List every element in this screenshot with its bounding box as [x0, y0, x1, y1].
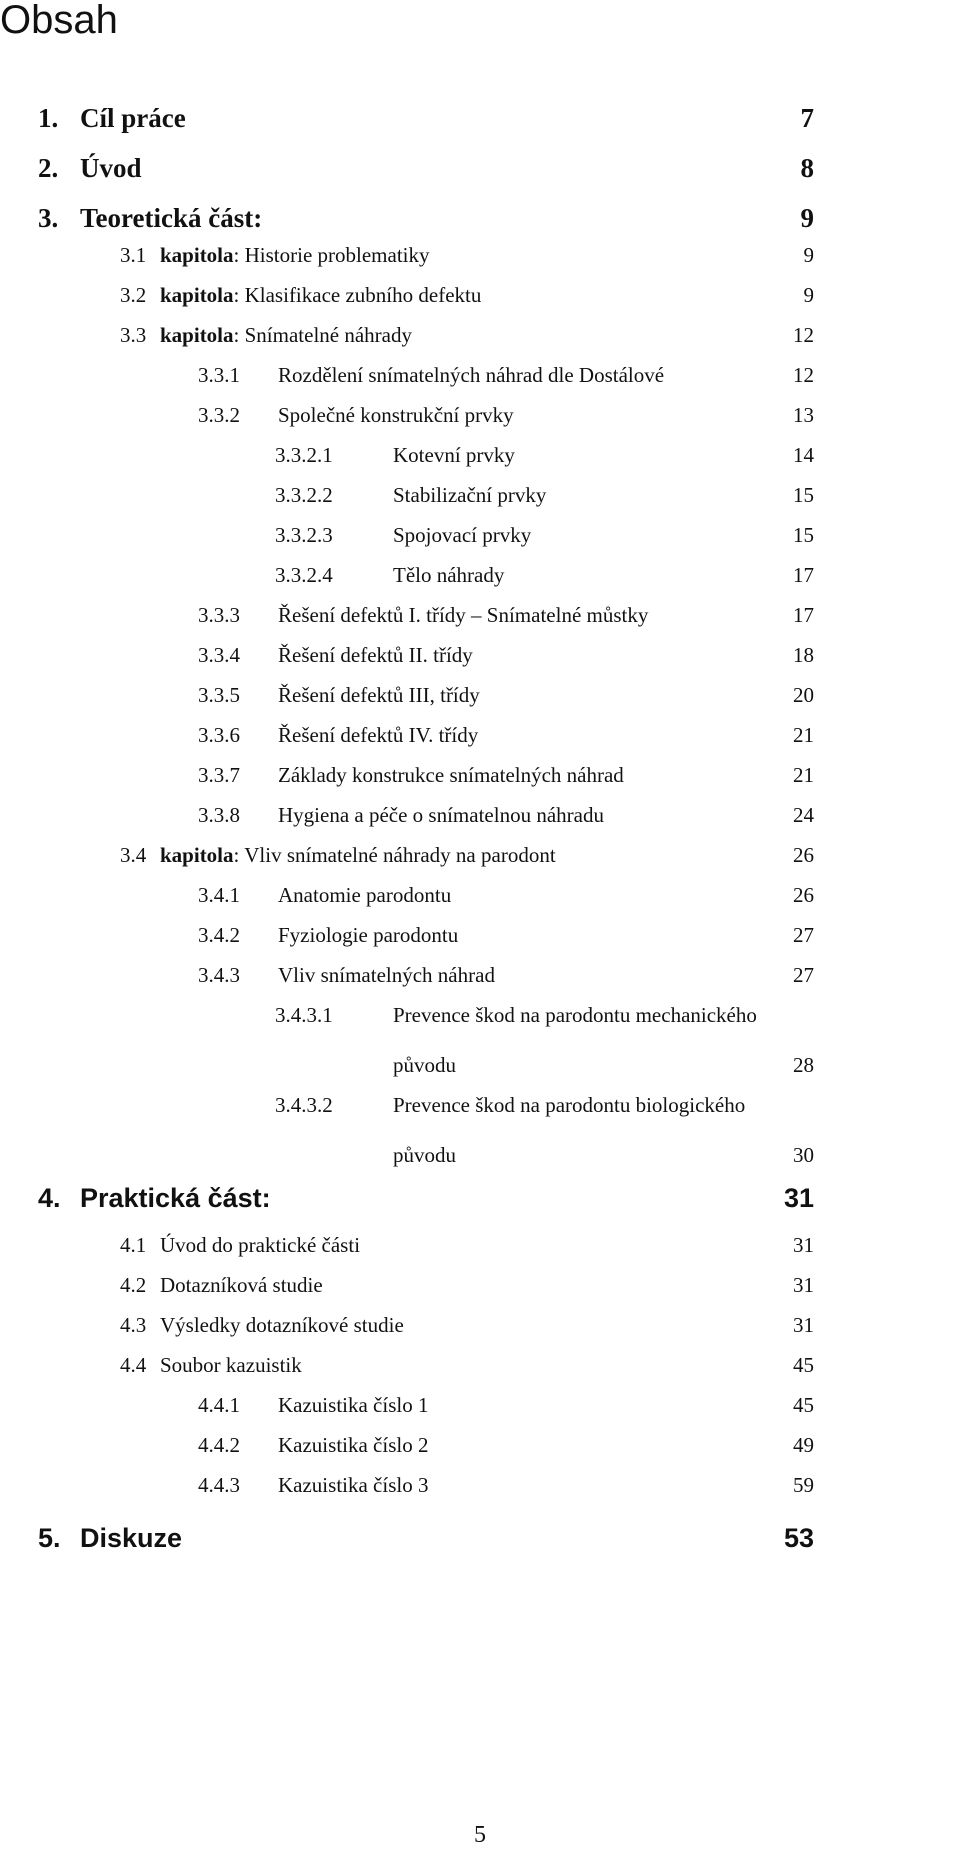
toc-entry-page: 30: [793, 1143, 814, 1167]
page-number: 5: [474, 1822, 486, 1848]
toc-entry-page: 28: [793, 1053, 814, 1077]
toc-entry-page: 13: [793, 403, 814, 427]
toc-entry-title: Úvod: [80, 153, 142, 183]
toc-entry-number: 3.3: [120, 323, 147, 347]
toc-entry-page: 45: [793, 1353, 814, 1377]
toc-entry-title: Tělo náhrady: [393, 563, 505, 587]
toc-entry-title: [160, 243, 430, 268]
toc-entry-number: 5.: [38, 1523, 61, 1553]
toc-entry-title-text: : Snímatelné náhrady: [233, 323, 412, 347]
toc-entry-number: 3.4.3: [198, 963, 240, 987]
toc-entry-number: 3.3.8: [198, 803, 240, 827]
toc-entry-title: Soubor kazuistik: [160, 1353, 302, 1377]
toc-entry-number: 4.4: [120, 1353, 147, 1377]
toc-entry-number: 3.3.2.1: [275, 443, 333, 467]
toc-entry-title-text: : Historie problematiky: [233, 243, 430, 267]
toc-entry-title: Vliv snímatelných náhrad: [278, 963, 495, 987]
toc-entry-number: 3.3.3: [198, 603, 240, 627]
toc-entry-title: [160, 843, 556, 868]
toc-entry-page: 31: [783, 1183, 814, 1213]
toc-entry-title: Řešení defektů II. třídy: [278, 643, 473, 667]
toc-entry-number: 3.4.3.2: [275, 1093, 333, 1117]
toc-entry-page: 12: [793, 323, 814, 347]
toc-entry-title: [160, 283, 481, 308]
toc-entry-title-text: : Klasifikace zubního defektu: [233, 283, 482, 307]
toc-entry-page: 9: [800, 203, 814, 233]
toc-entry-page: 9: [803, 243, 814, 267]
toc-entry-page: 59: [793, 1473, 814, 1497]
toc-entry-keyword: kapitola: [160, 843, 234, 867]
toc-entry-number: 1.: [38, 103, 59, 133]
toc-entry-title: Kazuistika číslo 3: [278, 1473, 429, 1497]
toc-entry-title: Výsledky dotazníkové studie: [160, 1313, 404, 1337]
toc-entry-page: 17: [793, 563, 814, 587]
toc-entry-page: 26: [793, 883, 814, 907]
toc-entry-title: Fyziologie parodontu: [278, 923, 459, 947]
toc-entry-number: 3.3.7: [198, 763, 240, 787]
toc-entry-page: 7: [800, 103, 814, 133]
toc-entry-page: 49: [793, 1433, 814, 1457]
toc-entry-title: Společné konstrukční prvky: [278, 403, 514, 427]
toc-entry-number: 3.3.2.4: [275, 563, 333, 587]
toc-entry-title: Cíl práce: [80, 103, 186, 133]
toc-entry-title: Úvod do praktické části: [160, 1233, 361, 1257]
toc-entry-title: Teoretická část:: [80, 203, 263, 233]
page-heading: Obsah: [0, 0, 118, 42]
toc-entry-number: 3.3.6: [198, 723, 240, 747]
toc-entry-page: 31: [793, 1313, 814, 1337]
toc-entry-page: 31: [793, 1273, 814, 1297]
toc-entry-title-text: : Vliv snímatelné náhrady na parodont: [233, 843, 556, 867]
toc-entry-number: 4.4.2: [198, 1433, 240, 1457]
toc-entry-title: původu: [393, 1053, 456, 1077]
toc-entry-page: 31: [793, 1233, 814, 1257]
toc-entry-title: [160, 323, 412, 348]
toc-entry-number: 4.2: [120, 1273, 147, 1297]
toc-entry-number: 3.4.2: [198, 923, 240, 947]
toc-entry-number: 3.3.5: [198, 683, 240, 707]
toc-entry-page: 26: [793, 843, 814, 867]
toc-entry-title: Kazuistika číslo 1: [278, 1393, 429, 1417]
toc-entry-title: Základy konstrukce snímatelných náhrad: [278, 763, 624, 787]
toc-entry-keyword: kapitola: [160, 283, 234, 307]
toc-entry-number: 3.3.1: [198, 363, 240, 387]
toc-entry-title: Řešení defektů I. třídy – Snímatelné můstky: [278, 603, 649, 627]
toc-entry-page: 21: [793, 723, 814, 747]
toc-entry-title: Rozdělení snímatelných náhrad dle Dostálové: [278, 363, 665, 387]
toc-entry-number: 3.4.1: [198, 883, 240, 907]
toc-entry-keyword: kapitola: [160, 323, 234, 347]
toc-entry-number: 2.: [38, 153, 59, 183]
toc-entry-title: původu: [393, 1143, 456, 1167]
toc-entry-page: 24: [793, 803, 814, 827]
toc-entry-number: 4.1: [120, 1233, 147, 1257]
toc-entry-page: 12: [793, 363, 814, 387]
toc-entry-number: 3.2: [120, 283, 147, 307]
toc-entry-title: Spojovací prvky: [393, 523, 532, 547]
toc-entry-page: 45: [793, 1393, 814, 1417]
toc-entry-title: Anatomie parodontu: [278, 883, 452, 907]
toc-entry-page: 15: [793, 523, 814, 547]
toc-entry-number: 3.3.2: [198, 403, 240, 427]
toc-entry-number: 4.4.1: [198, 1393, 240, 1417]
toc-entry-page: 27: [793, 963, 814, 987]
toc-entry-title: Dotazníková studie: [160, 1273, 323, 1297]
toc-entry-page: 17: [793, 603, 814, 627]
toc-entry-number: 3.1: [120, 243, 147, 267]
toc-entry-page: 15: [793, 483, 814, 507]
toc-entry-number: 3.4: [120, 843, 147, 867]
toc-entry-page: 18: [793, 643, 814, 667]
toc-entry-page: 9: [803, 283, 814, 307]
toc-entry-keyword: kapitola: [160, 243, 234, 267]
toc-entry-title: Diskuze: [80, 1523, 183, 1553]
toc-entry-title: Řešení defektů IV. třídy: [278, 723, 479, 747]
toc-entry-page: 27: [793, 923, 814, 947]
toc-entry-page: 53: [783, 1523, 814, 1553]
toc-entry-number: 3.3.2.3: [275, 523, 333, 547]
toc-entry-number: 4.4.3: [198, 1473, 240, 1497]
toc-entry-page: 21: [793, 763, 814, 787]
toc-entry-number: 3.: [38, 203, 59, 233]
toc-entry-title: Hygiena a péče o snímatelnou náhradu: [278, 803, 604, 827]
toc-entry-title: Prevence škod na parodontu biologického: [393, 1093, 746, 1117]
toc-entry-title: Prevence škod na parodontu mechanického: [393, 1003, 757, 1027]
toc-entry-page: 20: [793, 683, 814, 707]
toc-entry-page: 8: [800, 153, 814, 183]
toc-entry-number: 3.3.4: [198, 643, 240, 667]
toc-entry-page: 14: [793, 443, 814, 467]
toc-entry-number: 4.: [38, 1183, 61, 1213]
toc-entry-number: 3.4.3.1: [275, 1003, 333, 1027]
toc-entry-title: Stabilizační prvky: [393, 483, 547, 507]
toc-entry-number: 3.3.2.2: [275, 483, 333, 507]
toc-entry-title: Řešení defektů III, třídy: [278, 683, 480, 707]
toc-entry-number: 4.3: [120, 1313, 147, 1337]
toc-entry-title: Kazuistika číslo 2: [278, 1433, 429, 1457]
toc-entry-title: Praktická část:: [80, 1183, 271, 1213]
toc-entry-title: Kotevní prvky: [393, 443, 515, 467]
